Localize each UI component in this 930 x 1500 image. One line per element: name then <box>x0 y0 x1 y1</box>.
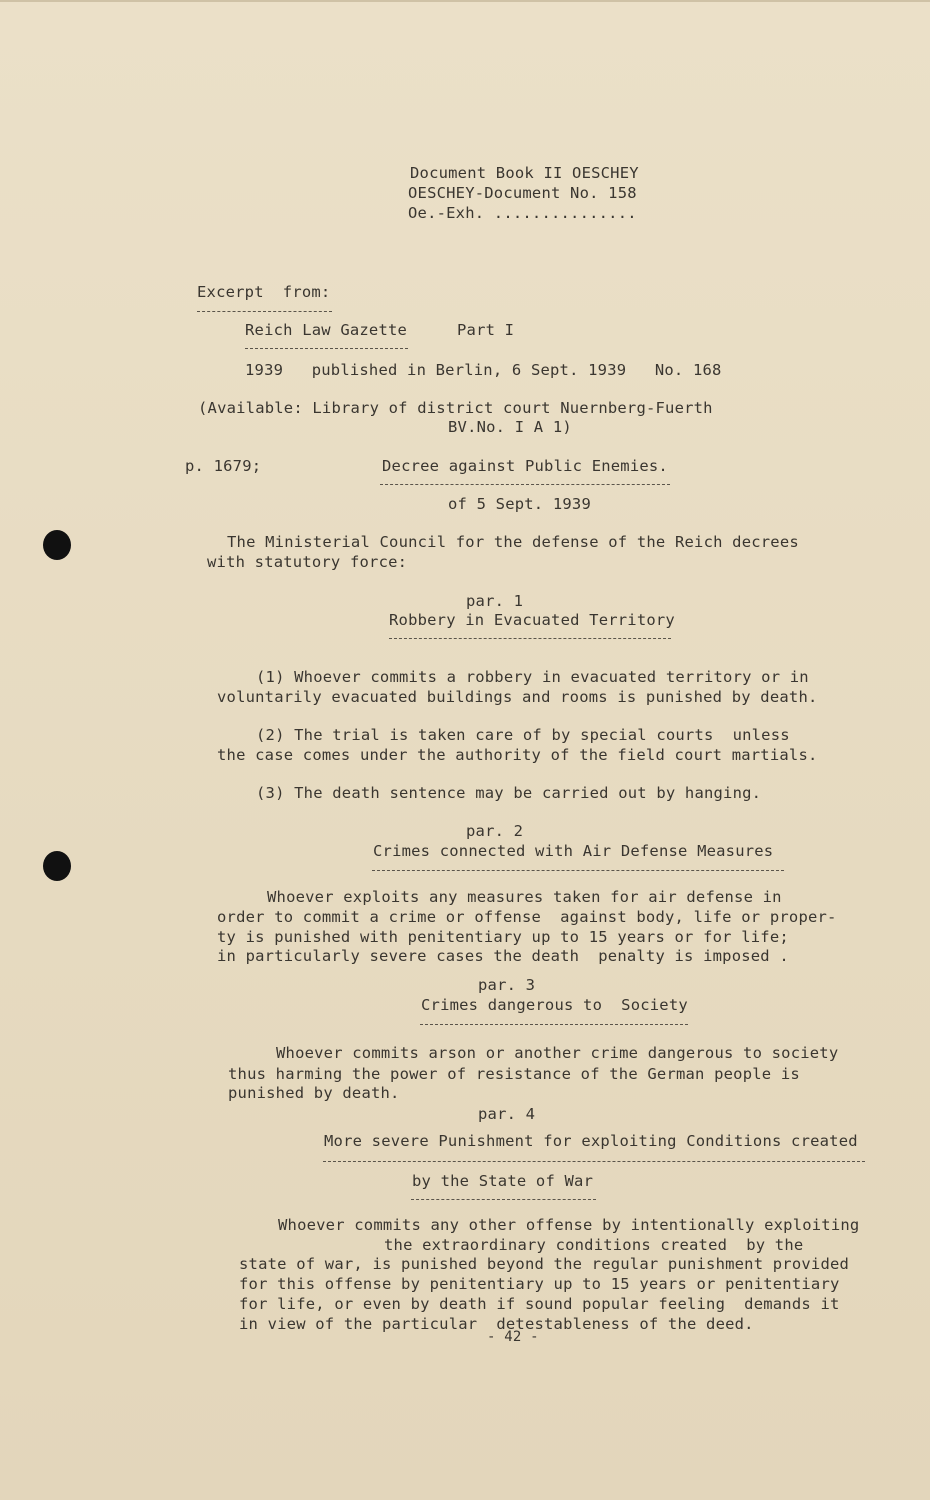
par1-s3: (3) The death sentence may be carried out by hanging. <box>256 784 762 802</box>
par2-number: par. 2 <box>466 822 524 840</box>
par1-s2-line-2: the case comes under the authority of the field court martials. <box>217 746 818 764</box>
par4-title-underline-2 <box>411 1199 596 1200</box>
decree-intro-line-2: with statutory force: <box>207 553 408 571</box>
available-line-1: (Available: Library of district court Nuernberg-Fuerth <box>198 399 713 417</box>
par1-title: Robbery in Evacuated Territory <box>389 611 675 629</box>
par4-title-line-2: by the State of War <box>412 1172 594 1190</box>
par2-title-underline <box>372 870 784 871</box>
page-reference: p. 1679; <box>185 457 262 475</box>
header-line-3: Oe.-Exh. ............... <box>408 204 637 222</box>
par2-line-1: Whoever exploits any measures taken for air defense in <box>267 888 782 906</box>
par1-number: par. 1 <box>466 592 524 610</box>
available-line-2: BV.No. I A 1) <box>448 418 572 436</box>
par4-line-3: state of war, is punished beyond the regular punishment provided <box>239 1255 850 1273</box>
par1-s1-line-2: voluntarily evacuated buildings and rooms is punished by death. <box>217 688 818 706</box>
excerpt-label: Excerpt from: <box>197 283 331 301</box>
par4-number: par. 4 <box>478 1105 536 1123</box>
par4-line-1: Whoever commits any other offense by intentionally exploiting <box>278 1216 860 1234</box>
par4-line-5: for life, or even by death if sound popular feeling demands it <box>239 1295 840 1313</box>
decree-title-underline <box>380 484 670 485</box>
par3-title-underline <box>420 1024 688 1025</box>
par3-line-1: Whoever commits arson or another crime dangerous to society <box>276 1044 839 1062</box>
header-line-1: Document Book II OESCHEY <box>410 164 639 182</box>
punch-hole-top <box>43 530 71 560</box>
gazette-name: Reich Law Gazette <box>245 321 408 339</box>
par1-title-underline <box>389 638 671 639</box>
par2-line-2: order to commit a crime or offense against body, life or proper- <box>217 908 837 926</box>
decree-intro-line-1: The Ministerial Council for the defense of the Reich decrees <box>227 533 799 551</box>
par1-s1-line-1: (1) Whoever commits a robbery in evacuated territory or in <box>256 668 809 686</box>
par3-line-3: punished by death. <box>228 1084 400 1102</box>
gazette-part: Part I <box>457 321 515 339</box>
par4-title-line-1: More severe Punishment for exploiting Conditions created <box>324 1132 858 1150</box>
gazette-underline <box>245 348 408 349</box>
par3-number: par. 3 <box>478 976 536 994</box>
par2-title: Crimes connected with Air Defense Measures <box>373 842 774 860</box>
top-edge <box>0 0 930 2</box>
par3-title: Crimes dangerous to Society <box>421 996 688 1014</box>
par4-line-2: the extraordinary conditions created by the <box>384 1236 804 1254</box>
par4-line-4: for this offense by penitentiary up to 15 years or penitentiary <box>239 1275 840 1293</box>
par4-line-6: in view of the particular detestableness of the deed. <box>239 1315 754 1333</box>
page-number: - 42 - <box>487 1329 539 1345</box>
par1-s2-line-1: (2) The trial is taken care of by special courts unless <box>256 726 790 744</box>
punch-hole-bottom <box>43 851 71 881</box>
decree-date: of 5 Sept. 1939 <box>448 495 591 513</box>
par3-line-2: thus harming the power of resistance of the German people is <box>228 1065 800 1083</box>
par4-title-underline-1 <box>323 1161 865 1162</box>
excerpt-underline <box>197 311 332 312</box>
publish-line: 1939 published in Berlin, 6 Sept. 1939 No. 168 <box>245 361 722 379</box>
decree-title: Decree against Public Enemies. <box>382 457 668 475</box>
header-line-2: OESCHEY-Document No. 158 <box>408 184 637 202</box>
par2-line-3: ty is punished with penitentiary up to 15 years or for life; <box>217 928 789 946</box>
par2-line-4: in particularly severe cases the death penalty is imposed . <box>217 947 789 965</box>
